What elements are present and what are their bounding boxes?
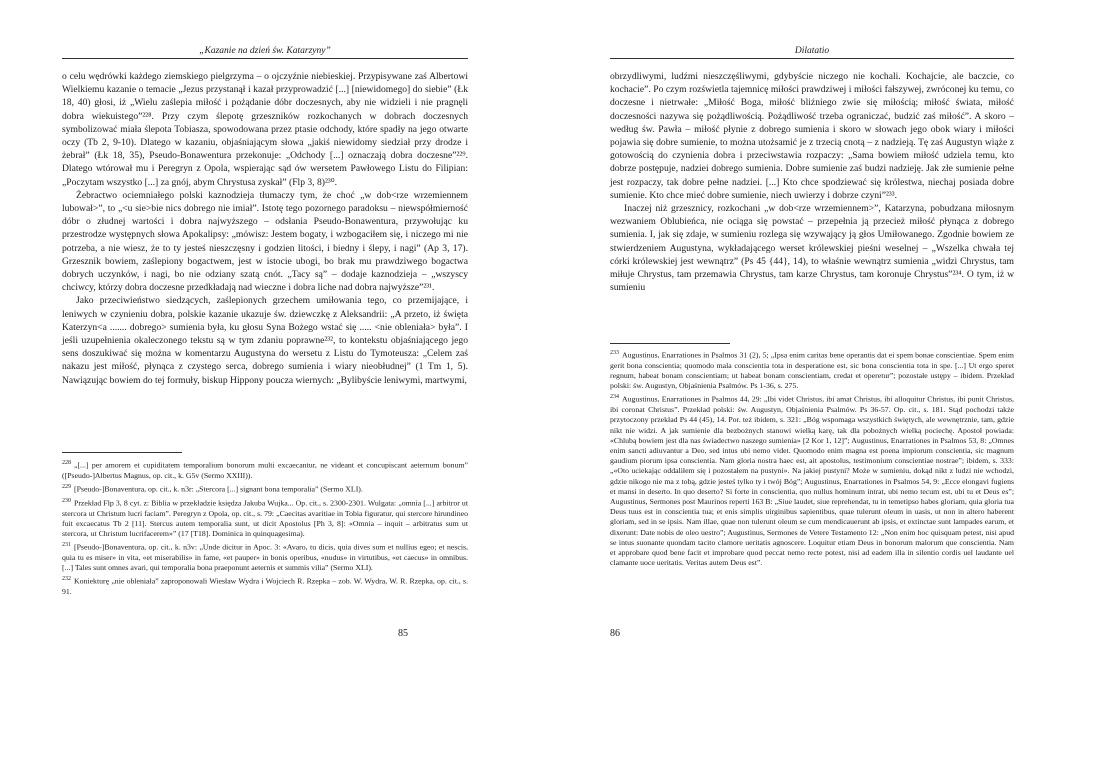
footnote-text: [Pseudo-]Bonaventura, op. cit., k. n3v: „Unde dicitur in Apoc. 3: «Avaro, tu dicis, quia dives sum et nullius egeo; et nescis, quia tu es miser» in vita, «et miserabilis» in fame, «et pauper» in bonis operibus, «nudus» in virtutibus, «et caecus» in omnibus. [...] Tales sunt omnes avari, qui temporalia bona praeponunt aeternis et summis vilia” (Sermo XLI). — [62, 542, 468, 573]
right-page — [550, 0, 1100, 777]
footnote-text: „[...] per amorem et cupiditatem temporalium bonorum multi excaecantur, ne videant et concupiscant aeternum bonum” ([Pseudo-]Albertus Magnus, op. cit., k. G5v (Sermo XXIII)). — [62, 460, 468, 480]
footnote-text: Augustinus, Enarrationes in Psalmos 31 (2), 5; „Ipsa enim caritas bene operantis dat ei spem bonae conscientiae. Spem enim gerit bona conscientia; quomodo mala conscientia tota in desperatione est, sic bona conscientia tota in spe. [...] Ut ergo speret regnum, habeat bonam conscientiam; ut habeat bonam conscientiam, credat et operetur”; pozostałe ustępy – ibidem. Przekład polski: św. Augustyn, Objaśnienia Psalmów. Ps 1-36, s. 275. — [610, 350, 1014, 391]
page-number: 85 — [398, 628, 408, 639]
footnote — [62, 482, 468, 495]
footnote-number: 232 — [62, 576, 71, 583]
footnote-rule — [610, 343, 730, 344]
footnote-number: 231 — [62, 542, 71, 549]
footnote — [62, 496, 468, 539]
footnote-number: 234 — [610, 394, 619, 401]
paragraph: o celu wędrówki każdego ziemskiego pielgrzyma – o ojczyźnie niebieskiej. Przypisywane zaś Albertowi Wielkiemu kazanie o temacie „Jezus przystanął i kazał przyprowadzić [...] [niewidomego] do siebie” (Łk 18, 40) głosi, iż „Wielu zaślepia miłość i pożądanie dóbr doczesnych, aby nie widzieli i nie pragnęli dobra wiekuistego”²²⁸. Przy czym ślepotę grzeszników rozkochanych w dobrach doczesnych symbolizować miała ślepota Tobiasza, spowodowana przez ptasie odchody, które spadły na jego otwarte oczy (Tb 2, 9-10). Dlatego w kazaniu, objaśniającym słowa „jakiś niewidomy siedział przy drodze i żebrał” (Łk 18, 35), Pseudo-Bonawentura przekonuje: „Odchody [...] oznaczają dobra doczesne”²²⁹. Dlatego wtórował mu i Peregryn z Opola, wspierając sąd ów wersetem Pawłowego Listu do Filipian: „Poczytam wszystko [...] za gnój, abym Chrystusa zyskał” (Flp 3, 8)²³⁰. — [62, 71, 468, 188]
footnote — [62, 458, 468, 481]
main-text — [610, 70, 1014, 294]
header-rule — [62, 58, 468, 59]
header-rule — [610, 58, 1014, 59]
footnote — [62, 574, 468, 597]
paragraph: Jako przeciwieństwo siedzących, zaślepionych grzechem umiłowania tego, co przemijające, i leniwych w czynieniu dobra, polskie kazanie ukazuje św. dziewczkę z Aleksandrii: „A przeto, iż święta Katerzyn<a ....... dobrego> sumienia była, ku głosu Syna Bożego wstać się ..... <nie obleniała> była”. I jeśli uzupełnienia okaleczonego tekstu są w tym zdaniu poprawne²³², to kontekstu objaśniającego jego sens doszukiwać się można w komentarzu Augustyna do wersetu z Listu do Tymoteusza: „Celem zaś nakazu jest miłość, płynąca z czystego serca, dobrego sumienia i wiary nieobłudnej” (1 Tm 1, 5). Nawiązując bowiem do tej formuły, biskup Hippony poucza wiernych: „Bylibyście leniwymi, martwymi, — [62, 295, 468, 386]
paragraph: obrzydliwymi, ludźmi nieszczęśliwymi, gdybyście niczego nie kochali. Kochajcie, ale baczcie, co kochacie”. Po czym rozświetla tajemnicę miłości prawdziwej i miłości fałszywej, zwróconej ku temu, co doczesne i nietrwałe: „Miłość Boga, miłość bliźniego zwie się miłością; miłość świata, miłość doczesności nazywa się pożądliwością. Pożądliwość trzeba ograniczać, budzić zaś miłość”. A skoro – według św. Pawła – miłość płynie z dobrego sumienia i skoro w słowach jego obok wiary i miłości pojawia się dobre sumienie, to można utożsamić je z trzecią cnotą – z nadzieją. Tę zaś Augustyn wiąże z gotowością do czynienia dobra i przeciwstawia rozpaczy: „Sama bowiem miłość udziela temu, kto dobrze postępuje, nadziei dobrego sumienia. Dobre sumienie zaś budzi nadzieję. Jak złe sumienie pełne jest rozpaczy, tak dobre pełne nadziei. [...] Kto chce spodziewać się królestwa, niechaj posiada dobre sumienie. Kto chce mieć dobre sumienie, niech uwierzy i dobrze czyni”²³³. — [610, 71, 1014, 201]
footnote-text: [Pseudo-]Bonaventura, op. cit., k. n3r: „Stercora [...] signant bona temporalia” (Sermo XLI). — [74, 484, 363, 494]
footnote — [610, 392, 1014, 568]
footnote — [610, 348, 1014, 391]
main-text — [62, 70, 468, 387]
footnote-text: Augustinus, Enarrationes in Psalmos 44, 29: „Ibi videt Christus, ibi amat Christus, ibi alloquitur Christus, ibi punit Christus, ibi coronat Christus”. Przekład polski: św. Augustyn, Objaśnienia Psalmów. Ps 36-57. Op. cit., s. 181. Stąd pochodzi także przytoczony przekład Ps 44 (45), 14. Por. też ibidem, s. 321: „Bóg wspomaga wszystkich świętych, ale wewnętrznie, tam, gdzie nikt nie widzi. A jak sumienie dla bezbożnych stanowi wielką karę, tak dla pobożnych wielką pociechę. Apostoł powiada: «Chlubą bowiem jest dla nas świadectwo naszego sumienia» [2 Kor 1, 12]”; Augustinus, Enarrationes in Psalmos 53, 8: „Omnes enim sancti adiuvantur a Deo, sed intus ubi nemo videt. Quomodo enim magna est poena impiorum conscientia, sic magnum gaudium piorum ipsa conscientia. Nam gloria nostra haec est, ait apostolus, testimonium conscientiae nostrae”; ibidem, s. 333: „«Oto uciekając oddaliłem się i pozostałem na pustyni». Na jakiej pustyni? Może w sumieniu, dokąd nikt z ludzi nie wchodzi, gdzie nikogo nie ma z tobą, gdzie jesteś tylko ty i twój Bóg”; Augustinus, Enarrationes in Psalmos 54, 9: „Ecce elongavi fugiens et mansi in deserto. In quo deserto? Si forte in conscientia, quo nullus hominum intrat, ubi nemo tecum est, ubi tu et Deus es”; Augustinus, Sermones post Maurinos reperti 163 B: „Siue laudet, siue reprehendat, tu in temetipso habes gloriam, quia gloria tua Deus tuus est in conscientia tua; et enis simplis uirginibus sapientibus, quae tulerunt oleum in uasis, ut non in altero haberent gloriam, sed in se ipsis. Nam illae, quae non tulerunt oleum se cum mendicauerunt ab ipsis, et extinctae sunt lampades earum, et dixerunt: Date nobis de oleo uestro”; Augustinus, Sermones de Vetere Testamento 12: „Non enim hoc quisquam petest, nisi apud se intus suonante quondam tacito clamore ueritatis agnoscere. Loquitur etiam Deus in bonorum malorum que conscientia. Nam et approbare quod bene facit et improbare quod peccat nemo recte potest, nisi ad eadem illa in silentio cordis uel laudante uel clamante uoce ueritatis. Veritas autem Deus est”. — [610, 395, 1014, 568]
footnote-rule — [62, 452, 182, 453]
footnote — [62, 540, 468, 573]
footnote-number: 228 — [62, 460, 71, 466]
running-head: Dilatatio — [794, 46, 830, 56]
footnote-number: 230 — [62, 497, 71, 504]
footnote-number: 233 — [610, 350, 619, 356]
page-number: 86 — [610, 628, 620, 639]
footnote-text: Przekład Flp 3, 8 cyt. z: Biblia w przekładzie księdza Jakuba Wujka... Op. cit., s. 2300-2301. Wulgata: „omnia [...] arbitror ut stercora ut Christum lucri faciam”. Peregryn z Opola, op. cit., s. 79: „Caecitas avaritiae in Tobia figuratur, qui stercore hirundineo fuit excaecatus Tb 2 [11]. Stercus autem temporalia sunt, ut dicit Apostolus [Ph 3, 8]: «Omnia – inquit – arbitratus sum ut stercora, ut Christum lucrifacerem»” (17 [T18]. Dominica in quinquagesima). — [62, 498, 468, 538]
footnote-text: Koniekturę „nie obleniała” zaproponowali Wiesław Wydra i Wojciech R. Rzepka – zob. W. Wydra, W. R. Rzepka, op. cit., s. 91. — [62, 577, 468, 597]
footnote-number: 229 — [62, 484, 71, 490]
paragraph: Żebractwo ociemniałego polski kaznodzieja tłumaczy tym, że choć „w dob<rze wrzemiennem lubował>”, to „<u sie>bie nics dobrego nie imiał”. Istotę tego pozornego paradoksu – niewspółmierność dóbr o złudnej wartości i dobra najwyższego – odsłania Pseudo-Bonawentura, przywołując ku przestrodze występnych słowa Apokalipsy: „mówisz: Jestem bogaty, i wzbogaciłem się, i niczego mi nie potrzeba, a nie wiesz, że to ty jesteś nieszczęsny i godzien litości, i biedny i ślepy, i nagi” (Ap 3, 17). Grzesznik bowiem, zaślepiony bogactwem, jest w istocie ubogi, bo brak mu prawdziwego bogactwa dobrych uczynków, i nagi, bo nie odziany szatą cnót. „Tacy są” – dodaje kaznodzieja – „wszyscy chciwcy, którzy dobra doczesne przedkładają nad wieczne i dobra liche nad dobra najwyższe”²³¹. — [62, 189, 468, 294]
footnotes — [62, 458, 468, 598]
running-head: „Kazanie na dzień św. Katarzyny” — [199, 46, 331, 56]
footnotes — [610, 348, 1014, 569]
paragraph: Inaczej niż grzesznicy, rozkochani „w dob<rze wrzemiennem>”, Katarzyna, pobudzana miłosnym wezwaniem Oblubieńca, nie ociąga się powstać – przepełnia ją przecież miłość płynąca z dobrego sumienia. I, jak się zdaje, w sumieniu rozlega się wzywający ją głos Umiłowanego. Zgodnie bowiem ze stwierdzeniem Augustyna, wykładającego werset królewskiej pieśni weselnej – „Wszelka chwała tej córki królewskiej jest wewnątrz” (Ps 45 {44}, 14), to właśnie wewnątrz sumienia „widzi Chrystus, tam miłuje Chrystus, tam przemawia Chrystus, tam karze Chrystus, tam koronuje Chrystus”²³⁴. O tym, iż w sumieniu — [610, 203, 1014, 294]
